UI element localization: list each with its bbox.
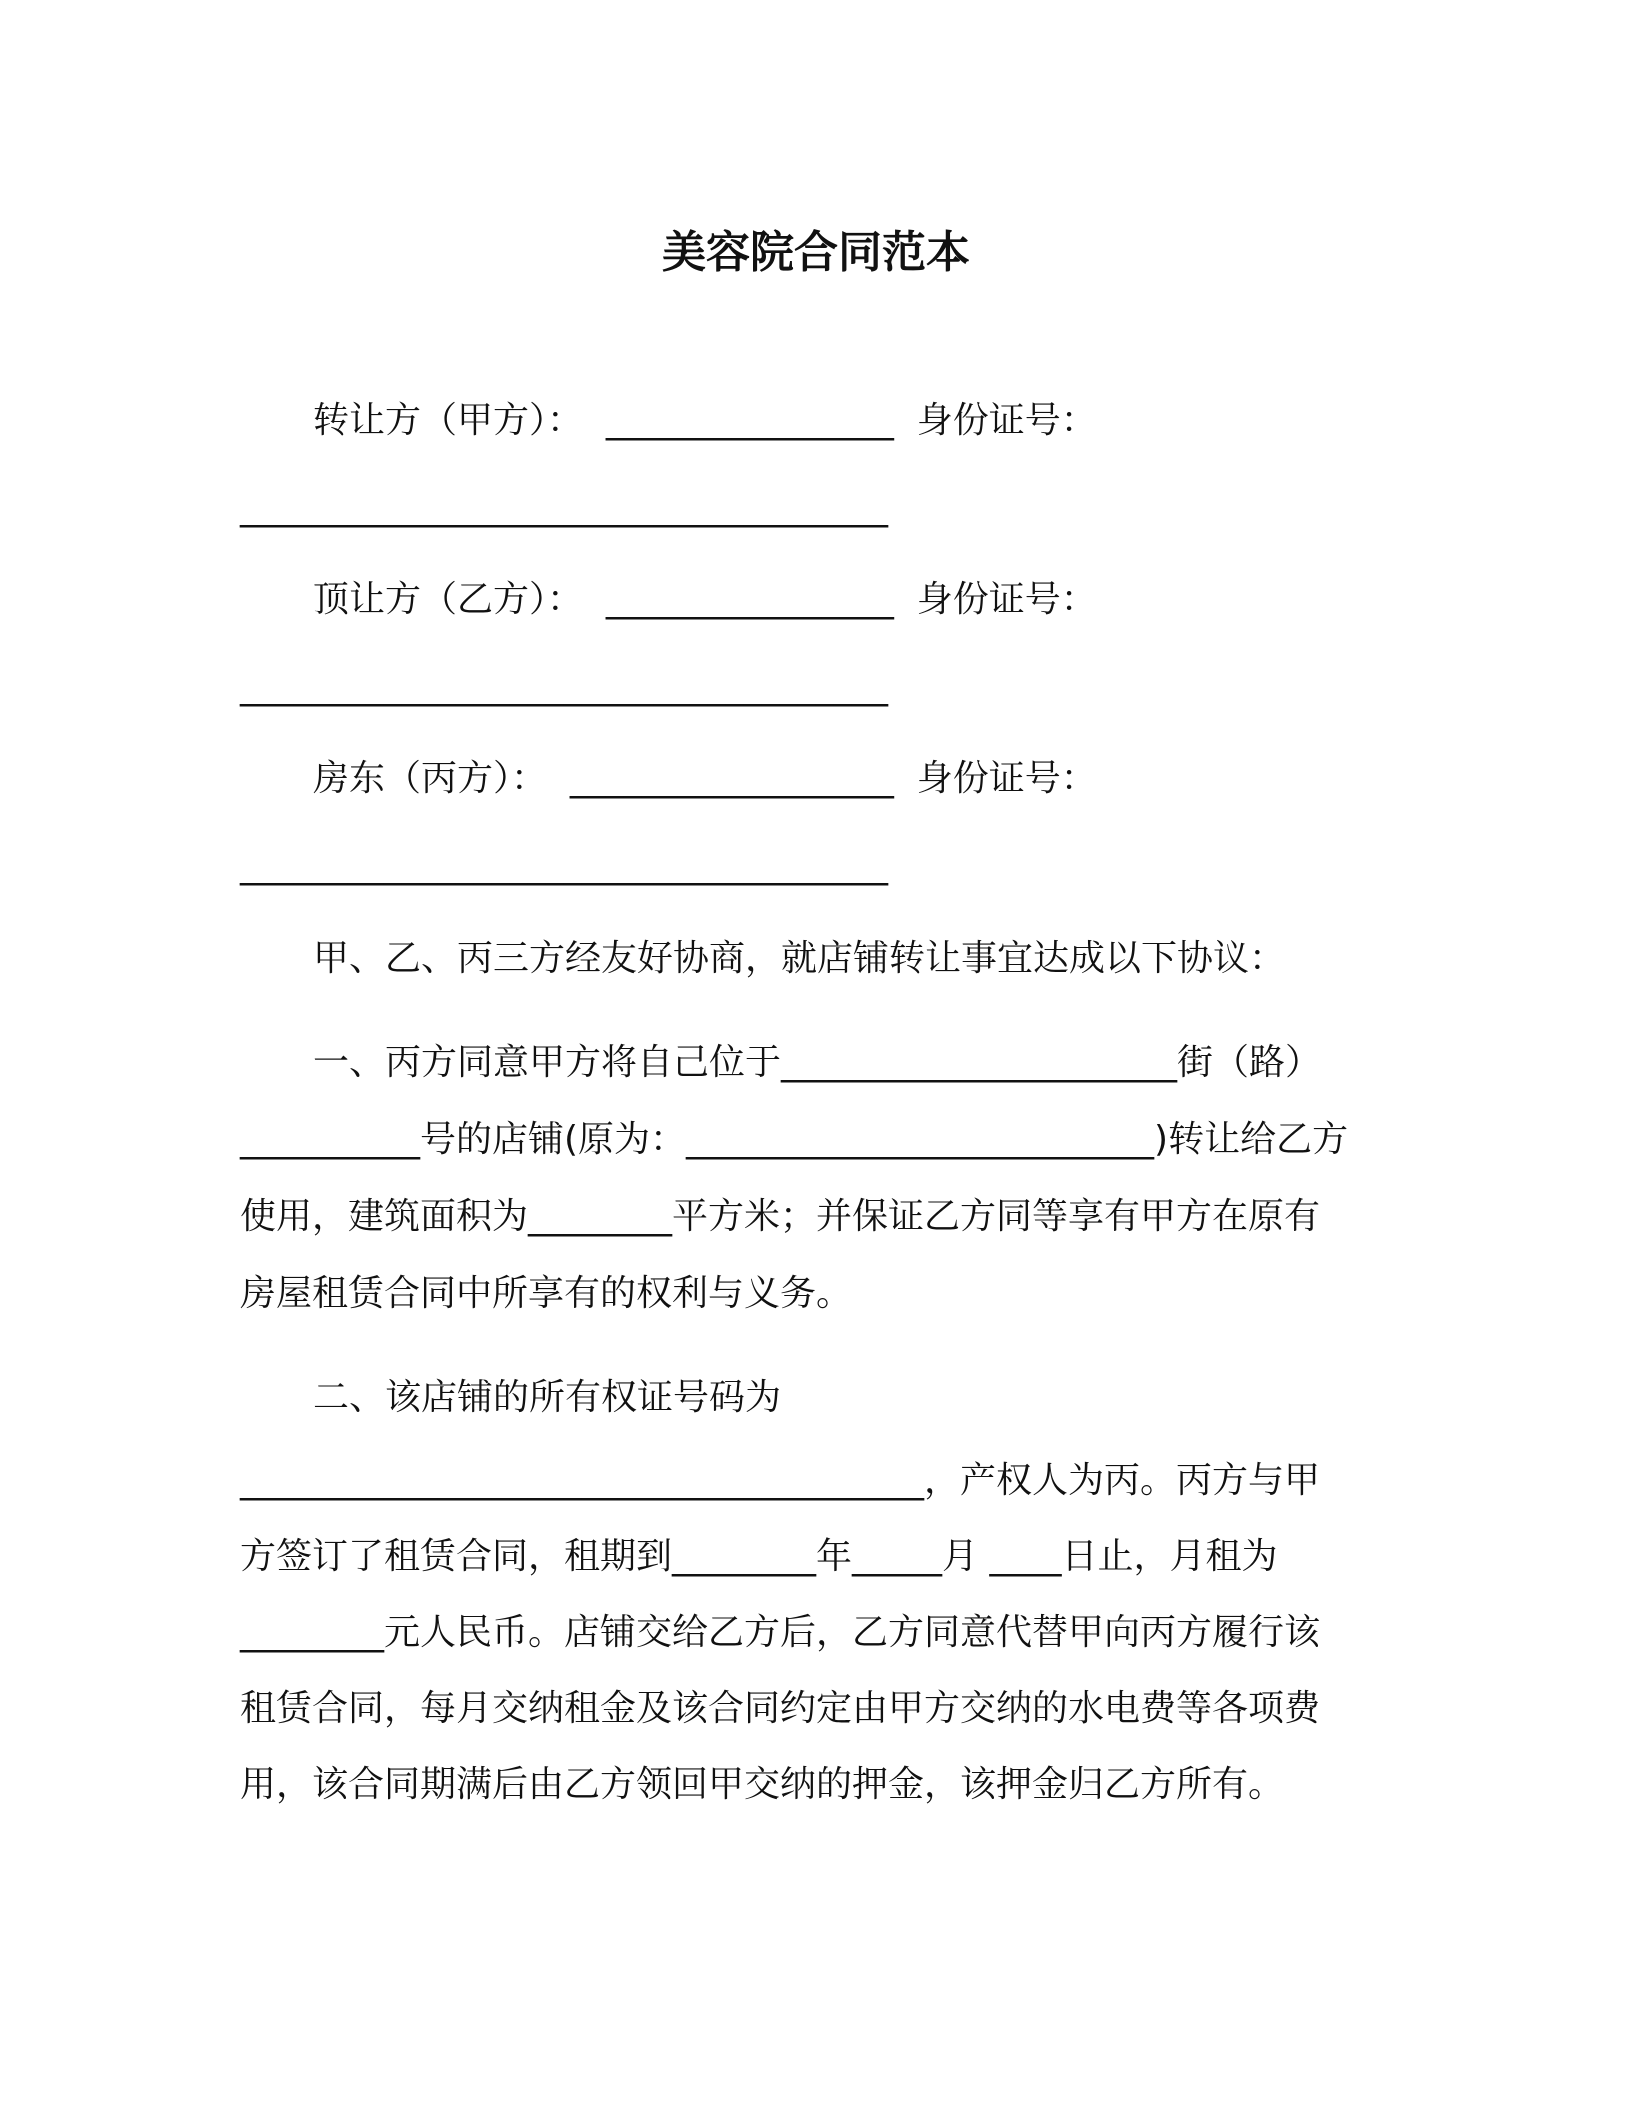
clause-2-line: 租赁合同，每月交纳租金及该合同约定由甲方交纳的水电费等各项费 bbox=[240, 1688, 1321, 1729]
party-b-id-blank: ____________________________________ bbox=[240, 666, 888, 707]
clause-1-line: __________号的店铺(原为：__________________________)转让给乙方 bbox=[240, 1119, 1349, 1160]
party-c-id-blank: ____________________________________ bbox=[240, 845, 888, 886]
clause-2-line: 用，该合同期满后由乙方领回甲交纳的押金，该押金归乙方所有。 bbox=[240, 1764, 1285, 1805]
intro-paragraph: 甲、乙、丙三方经友好协商，就店铺转让事宜达成以下协议： bbox=[313, 938, 1286, 979]
party-c-line: 房东（丙方）： __________________ 身份证号： bbox=[313, 758, 1097, 799]
clause-1-line: 使用，建筑面积为________平方米；并保证乙方同等享有甲方在原有 bbox=[240, 1196, 1321, 1237]
clause-2-line: 方签订了租赁合同，租期到________年_____月 ____日止，月租为 bbox=[240, 1536, 1278, 1577]
document-title: 美容院合同范本 bbox=[662, 227, 970, 278]
party-a-line: 转让方（甲方）： ________________ 身份证号： bbox=[313, 400, 1097, 441]
party-a-id-blank: ____________________________________ bbox=[240, 487, 888, 528]
clause-1-line: 房屋租赁合同中所享有的权利与义务。 bbox=[240, 1273, 853, 1314]
clause-2-line: 二、该店铺的所有权证号码为 bbox=[313, 1377, 782, 1418]
clause-2-line: ______________________________________，产权人为丙。丙方与甲 bbox=[240, 1460, 1321, 1501]
clause-2-line: ________元人民币。店铺交给乙方后，乙方同意代替甲向丙方履行该 bbox=[240, 1612, 1321, 1653]
clause-1-line: 一、丙方同意甲方将自己位于______________________街（路） bbox=[313, 1042, 1322, 1083]
party-b-line: 顶让方（乙方）： ________________ 身份证号： bbox=[313, 579, 1097, 620]
